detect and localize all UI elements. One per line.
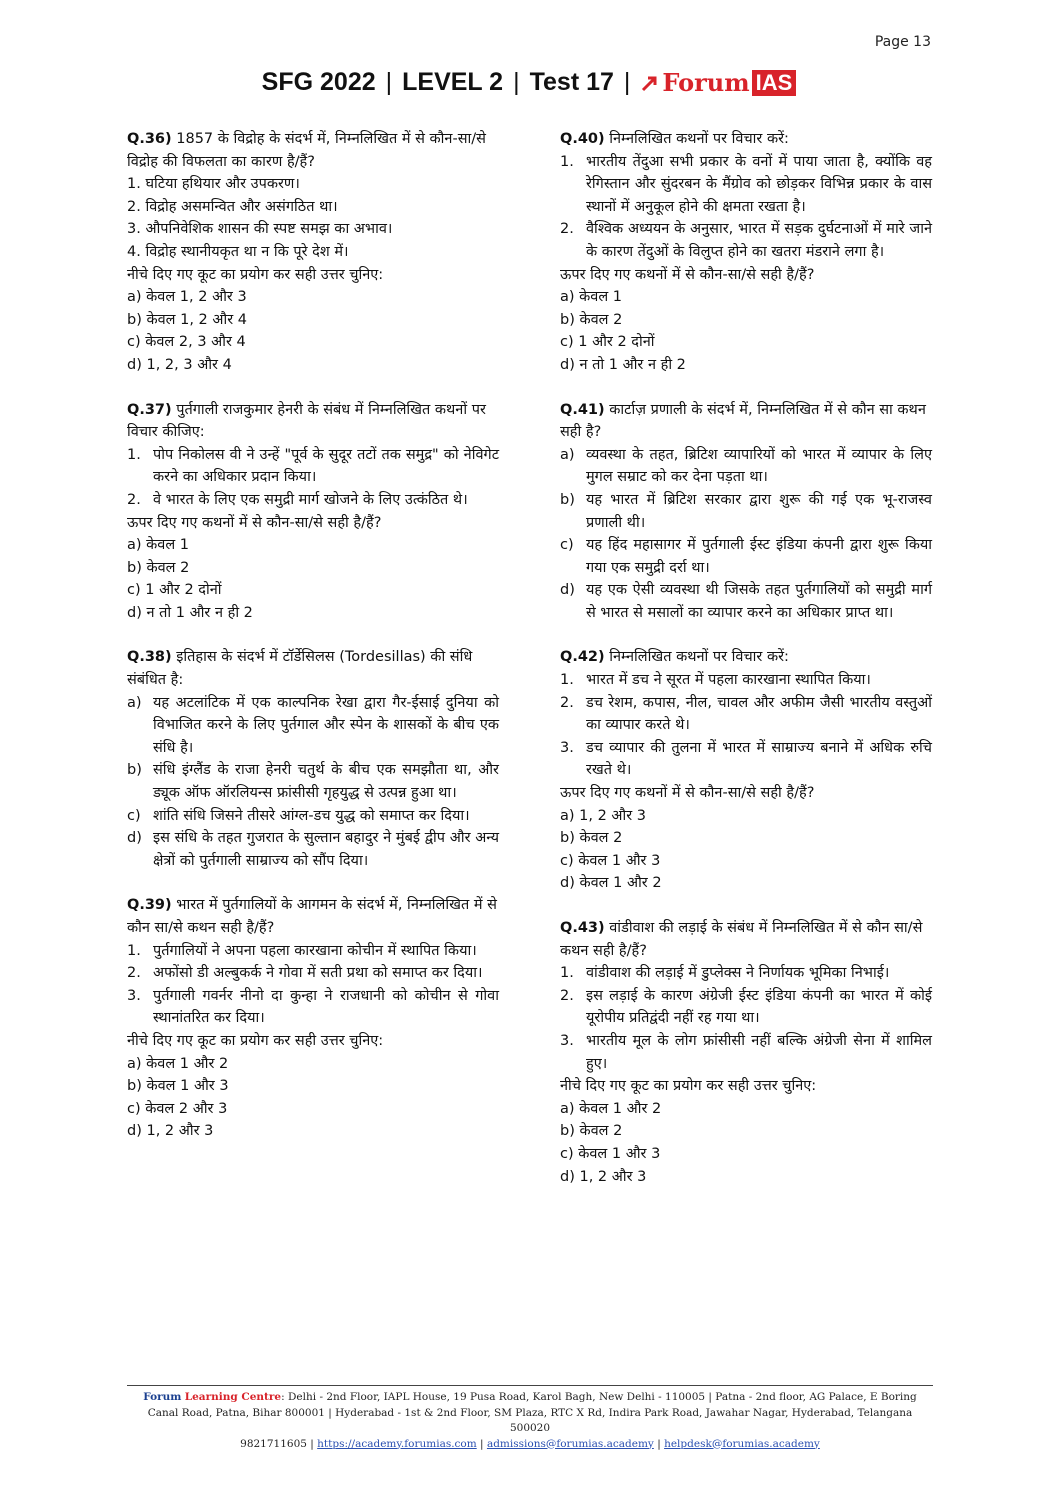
option-b: b) केवल 1 और 3: [127, 1078, 229, 1095]
right-column: [560, 128, 932, 1210]
statement: 2. विद्रोह असमन्वित और असंगठित था।: [127, 198, 338, 215]
footer-brand: Forum: [143, 1391, 182, 1403]
option-b: b) केवल 2: [560, 311, 623, 328]
option-c: c) केवल 1 और 3: [560, 852, 661, 869]
question-number: Q.42): [560, 649, 605, 666]
option-a: a) केवल 1: [127, 537, 190, 554]
header-level: LEVEL 2: [402, 68, 504, 96]
question-38: [127, 646, 499, 872]
statement: 3. औपनिवेशिक शासन की स्पष्ट समझ का अभाव।: [127, 221, 393, 238]
header-test: Test 17: [529, 68, 614, 96]
statement: 2. अफोंसो डी अल्बुकर्क ने गोवा में सती प्रथा को समाप्त कर दिया।: [127, 965, 483, 982]
question-stem: Q.40) निम्नलिखित कथनों पर विचार करें:: [560, 131, 789, 147]
forumias-logo: [640, 68, 796, 97]
instruction: ऊपर दिए गए कथनों में से कौन-सा/से सही है/हैं?: [560, 266, 815, 283]
option-b: b) केवल 2: [560, 830, 623, 847]
question-stem: Q.37) पुर्तगाली राजकुमार हेनरी के संबंध में निम्नलिखित कथनों पर विचार कीजिए:: [127, 401, 486, 441]
question-number: Q.40): [560, 131, 605, 147]
option-c: c) केवल 2, 3 और 4: [127, 334, 246, 351]
option-d: d) 1, 2 और 3: [127, 1123, 214, 1140]
question-stem: Q.39) भारत में पुर्तगालियों के आगमन के संदर्भ में, निम्नलिखित में से कौन सा/से कथन सही है/हैं?: [127, 897, 497, 936]
logo-forum: Forum: [662, 68, 750, 97]
question-stem: Q.42) निम्नलिखित कथनों पर विचार करें:: [560, 649, 789, 666]
option-b: b) केवल 2: [127, 559, 190, 576]
statement: 2. इस लड़ाई के कारण अंग्रेजी ईस्ट इंडिया कंपनी का भारत में कोई यूरोपीय प्रतिद्वंदी नहीं रह गया था।: [560, 987, 932, 1027]
instruction: ऊपर दिए गए कथनों में से कौन-सा/से सही है/हैं?: [127, 514, 382, 531]
instruction: ऊपर दिए गए कथनों में से कौन-सा/से सही है/हैं?: [560, 785, 815, 802]
statement: 3. पुर्तगाली गवर्नर नीनो दा कुन्हा ने राजधानी को कोचीन से गोवा स्थानांतरित कर दिया।: [127, 987, 499, 1027]
statement: 2. वे भारत के लिए एक समुद्री मार्ग खोजने के लिए उत्कंठित थे।: [127, 491, 468, 508]
question-stem: Q.38) इतिहास के संदर्भ में टॉर्डेसिलस (Tordesillas) की संधि संबंधित है:: [127, 649, 473, 689]
option-c: c) केवल 1 और 3: [560, 1145, 661, 1162]
option-c: c) 1 और 2 दोनों: [560, 334, 655, 351]
page-number: Page 13: [874, 34, 931, 50]
header-divider: |: [623, 68, 631, 96]
header-divider: |: [385, 68, 393, 96]
logo-ias: IAS: [752, 70, 797, 96]
header-divider: |: [513, 68, 520, 96]
option-b: b) संधि इंग्लैंड के राजा हेनरी चतुर्थ के बीच एक समझौता था, और ड्यूक ऑफ ऑरलियन्स फ्रांसीसी गृहयुद्ध से उत्पन्न हुआ था।: [127, 762, 499, 802]
question-stem: Q.43) वांडीवाश की लड़ाई के संबंध में निम्नलिखित में से कौन सा/से कथन सही है/हैं?: [560, 920, 923, 959]
statement: 3. डच व्यापार की तुलना में भारत में साम्राज्य बनाने में अधिक रुचि रखते थे।: [560, 739, 932, 779]
helpdesk-link[interactable]: helpdesk@forumias.academy: [664, 1437, 820, 1450]
question-number: Q.37): [127, 401, 172, 418]
footer-divider: [127, 1385, 933, 1386]
option-a: a) केवल 1 और 2: [127, 1055, 229, 1072]
question-number: Q.43): [560, 920, 605, 936]
option-b: b) यह भारत में ब्रिटिश सरकार द्वारा शुरू की गई एक भू-राजस्व प्रणाली थी।: [560, 491, 932, 531]
option-a: a) केवल 1, 2 और 3: [127, 289, 247, 306]
option-c: c) यह हिंद महासागर में पुर्तगाली ईस्ट इंडिया कंपनी द्वारा शुरू किया गया एक समुद्री दर्रा था।: [560, 537, 932, 576]
option-c: c) 1 और 2 दोनों: [127, 582, 222, 599]
question-number: Q.36): [127, 131, 172, 147]
question-42: [560, 646, 932, 895]
statement: 1. पुर्तगालियों ने अपना पहला कारखाना कोचीन में स्थापित किया।: [127, 942, 477, 959]
statement: 1. भारत में डच ने सूरत में पहला कारखाना स्थापित किया।: [560, 672, 871, 689]
option-d: d) न तो 1 और न ही 2: [127, 604, 253, 621]
instruction: नीचे दिए गए कूट का प्रयोग कर सही उत्तर चुनिए:: [127, 1032, 384, 1049]
question-stem: Q.36) 1857 के विद्रोह के संदर्भ में, निम्नलिखित में से कौन-सा/से विद्रोह की विफलता का कारण है/हैं?: [127, 131, 486, 170]
question-39: [127, 894, 499, 1143]
question-number: Q.38): [127, 649, 172, 666]
statement: 2. वैश्विक अध्ययन के अनुसार, भारत में सड़क दुर्घटनाओं में मारे जाने के कारण तेंदुओं के विलुप्त होने का खतरा मंडराने लगा है।: [560, 221, 932, 260]
admissions-link[interactable]: admissions@forumias.academy: [486, 1437, 654, 1450]
option-a: a) केवल 1: [560, 289, 623, 306]
statement: 4. विद्रोह स्थानीयकृत था न कि पूरे देश में।: [127, 243, 349, 260]
option-c: c) केवल 2 और 3: [127, 1100, 228, 1117]
option-c: c) शांति संधि जिसने तीसरे आंग्ल-डच युद्ध को समाप्त कर दिया।: [127, 807, 470, 824]
page-header: [0, 68, 1058, 97]
option-a: a) केवल 1 और 2: [560, 1100, 662, 1117]
option-d: d) 1, 2, 3 और 4: [127, 356, 232, 373]
statement: 1. वांडीवाश की लड़ाई में डुप्लेक्स ने निर्णायक भूमिका निभाई।: [560, 965, 890, 982]
question-43: [560, 917, 932, 1188]
option-a: a) व्यवस्था के तहत, ब्रिटिश व्यापारियों को भारत में व्यापार के लिए मुगल सम्राट को कर देना पड़ता था।: [560, 446, 932, 486]
statement: 1. पोप निकोलस वी ने उन्हें "पूर्व के सुदूर तटों तक समुद्र" को नेविगेट करने का अधिकार प्रदान किया।: [127, 446, 499, 486]
question-stem: Q.41) कार्टाज़ प्रणाली के संदर्भ में, निम्नलिखित में से कौन सा कथन सही है?: [560, 401, 926, 441]
page-footer: Forum Learning Centre: Delhi - 2nd Floor, IAPL House, 19 Pusa Road, Karol Bagh, New Delhi - 110005 | Patna - 2nd floor, AG Palace, E Boring Canal Road, Patna, Bihar 800001 | Hyderabad - 1st & 2nd Floor, SM Plaza, RTC X Rd, Indira Park Road, Jawahar Nagar, Hyderabad, Telangana 500020 9821711605 | https://academy.forumias.com | admissions@forumias.academy | helpdesk@forumias.academy: [143, 1391, 917, 1450]
arrow-icon: [640, 73, 660, 93]
option-a: a) 1, 2 और 3: [560, 807, 647, 824]
instruction: नीचे दिए गए कूट का प्रयोग कर सही उत्तर चुनिए:: [127, 266, 384, 283]
instruction: नीचे दिए गए कूट का प्रयोग कर सही उत्तर चुनिए:: [560, 1078, 817, 1095]
header-sfg: SFG 2022: [261, 68, 376, 96]
option-d: d) 1, 2 और 3: [560, 1168, 647, 1185]
question-40: [560, 128, 932, 377]
option-b: b) केवल 2: [560, 1123, 623, 1140]
option-a: a) यह अटलांटिक में एक काल्पनिक रेखा द्वारा गैर-ईसाई दुनिया को विभाजित करने के लिए पुर्तगाल और स्पेन के शासकों के बीच एक संधि है।: [127, 694, 499, 756]
question-37: [127, 399, 499, 625]
left-column: [127, 128, 499, 1165]
option-d: d) इस संधि के तहत गुजरात के सुल्तान बहादुर ने मुंबई द्वीप और अन्य क्षेत्रों को पुर्तगाली साम्राज्य को सौंप दिया।: [127, 830, 499, 869]
option-d: d) न तो 1 और न ही 2: [560, 356, 686, 373]
question-number: Q.41): [560, 401, 605, 418]
academy-link[interactable]: https://academy.forumias.com: [317, 1437, 477, 1450]
footer-phone: 9821711605: [240, 1437, 307, 1450]
footer-address: Delhi - 2nd Floor, IAPL House, 19 Pusa Road, Karol Bagh, New Delhi - 110005 | Patna - 2nd floor, AG Palace, E Boring Canal Road, Patna, Bihar 800001 | Hyderabad - 1st & 2nd Floor, SM Plaza, RTC X Rd, Indira Park Road, Jawahar Nagar, Hyderabad, Telangana 500020: [147, 1391, 917, 1434]
option-d: d) केवल 1 और 2: [560, 875, 662, 892]
statement: 1. घटिया हथियार और उपकरण।: [127, 176, 300, 193]
footer-brand-sub: Learning Centre: [184, 1391, 282, 1403]
question-36: [127, 128, 499, 377]
question-number: Q.39): [127, 897, 172, 914]
statement: 3. भारतीय मूल के लोग फ्रांसीसी नहीं बल्कि अंग्रेजी सेना में शामिल हुए।: [560, 1032, 932, 1072]
statement: 1. भारतीय तेंदुआ सभी प्रकार के वनों में पाया जाता है, क्योंकि वह रेगिस्तान और सुंदरबन के मैंग्रोव को छोड़कर विभिन्न प्रकार के वास स्थानों में अनुकूल होने की क्षमता रखता है।: [560, 153, 932, 215]
option-d: d) यह एक ऐसी व्यवस्था थी जिसके तहत पुर्तगालियों को समुद्री मार्ग से भारत से मसालों का व्यापार करने का अधिकार प्राप्त था।: [560, 582, 932, 621]
option-b: b) केवल 1, 2 और 4: [127, 311, 247, 328]
statement: 2. डच रेशम, कपास, नील, चावल और अफीम जैसी भारतीय वस्तुओं का व्यापार करते थे।: [560, 694, 932, 734]
question-41: [560, 399, 932, 625]
